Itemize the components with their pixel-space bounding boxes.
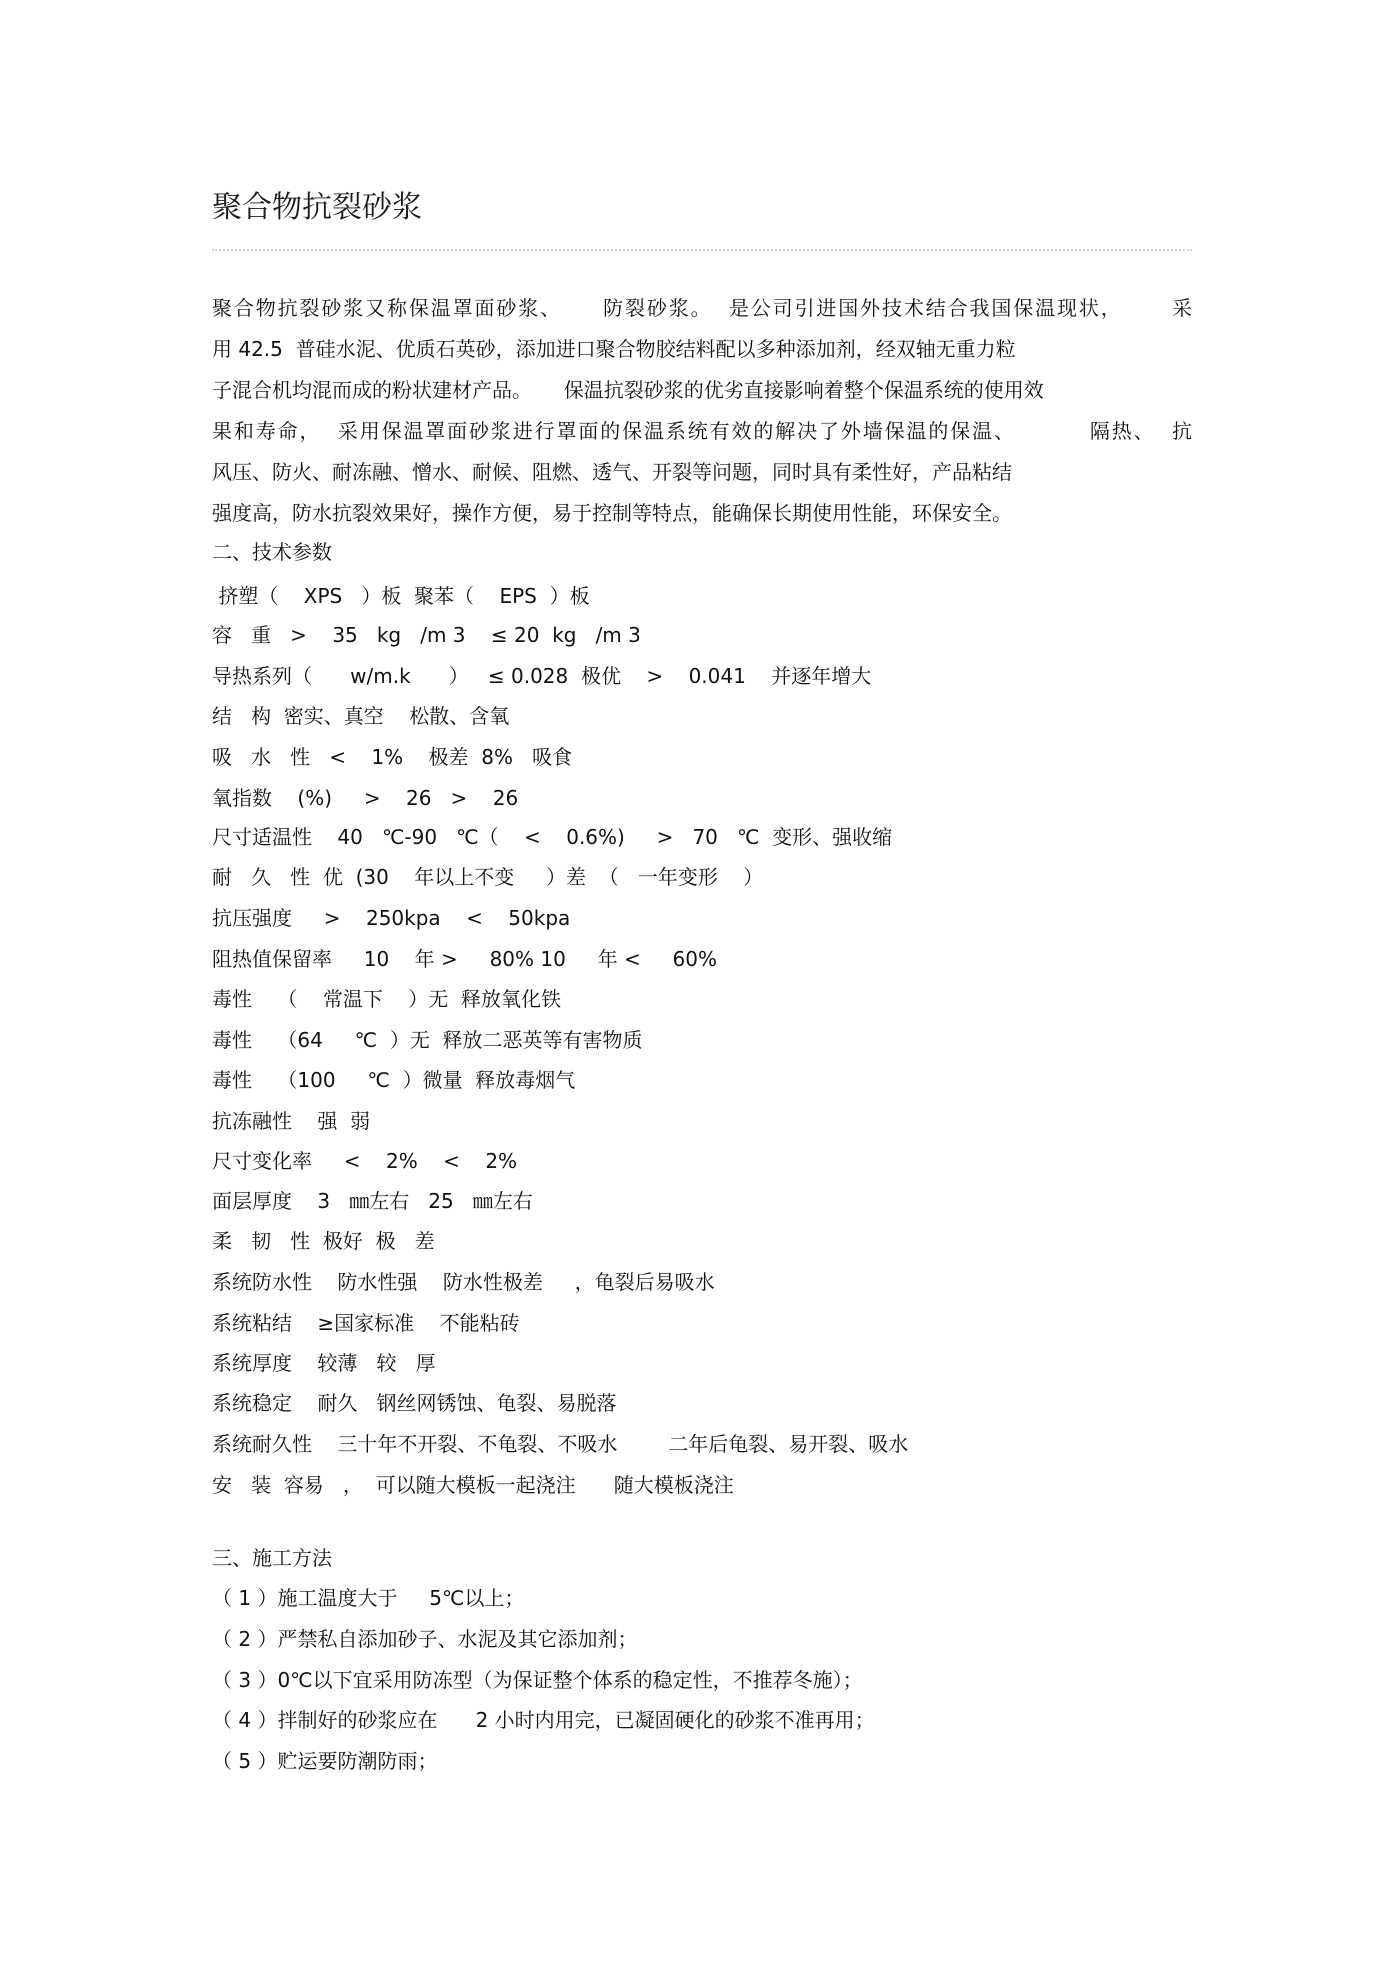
intro-line: 果和寿命， 采用保温罩面砂浆进行罩面的保温系统有效的解决了外墙保温的保温、 隔热、 抗 — [212, 419, 1192, 443]
param-row: 毒性 （64 ℃ ）无 释放二恶英等有害物质 — [212, 1028, 643, 1052]
param-row: 氧指数 (%) > 26 > 26 — [212, 786, 519, 810]
intro-line: 聚合物抗裂砂浆又称保温罩面砂浆、 防裂砂浆。 是公司引进国外技术结合我国保温现状， 采 — [212, 296, 1192, 320]
method-item: （ 1 ）施工温度大于 5℃以上； — [212, 1586, 525, 1610]
param-row: 系统厚度 较薄 较 厚 — [212, 1351, 436, 1375]
section-heading-technical-params: 二、技术参数 — [212, 540, 332, 564]
param-row: 容 重 > 35 kg /m 3 ≤ 20 kg /m 3 — [212, 623, 641, 647]
param-row: 耐 久 性 优 (30 年以上不变 ）差 （ 一年变形 ） — [212, 865, 764, 889]
param-row: 导热系列（ w/m.k ） ≤ 0.028 极优 > 0.041 并逐年增大 — [212, 664, 872, 688]
method-item: （ 5 ）贮运要防潮防雨； — [212, 1749, 438, 1773]
param-row: 尺寸变化率 < 2% < 2% — [212, 1149, 518, 1173]
param-row: 系统粘结 ≥国家标准 不能粘砖 — [212, 1311, 520, 1335]
param-row: 毒性 （100 ℃ ）微量 释放毒烟气 — [212, 1068, 576, 1092]
method-item: （ 2 ）严禁私自添加砂子、水泥及其它添加剂； — [212, 1627, 638, 1651]
title-divider — [212, 249, 1192, 251]
param-row: 吸 水 性 < 1% 极差 8% 吸食 — [212, 745, 573, 769]
intro-line: 用 42.5 普硅水泥、优质石英砂，添加进口聚合物胶结料配以多种添加剂，经双轴无重力粒 — [212, 337, 1016, 361]
param-row: 毒性 （ 常温下 ）无 释放氧化铁 — [212, 987, 562, 1011]
section-heading-construction-method: 三、施工方法 — [212, 1546, 332, 1570]
param-row: 系统防水性 防水性强 防水性极差 ，龟裂后易吸水 — [212, 1270, 715, 1294]
intro-line: 强度高，防水抗裂效果好，操作方便，易于控制等特点，能确保长期使用性能，环保安全。 — [212, 501, 1012, 525]
param-row: 抗冻融性 强 弱 — [212, 1109, 371, 1133]
param-row: 柔 韧 性 极好 极 差 — [212, 1229, 435, 1253]
method-item: （ 3 ）0℃以下宜采用防冻型（为保证整个体系的稳定性，不推荐冬施）； — [212, 1668, 863, 1692]
param-row: 系统耐久性 三十年不开裂、不龟裂、不吸水 二年后龟裂、易开裂、吸水 — [212, 1432, 909, 1456]
param-row: 安 装 容易 ， 可以随大模板一起浇注 随大模板浇注 — [212, 1473, 734, 1497]
param-row: 挤塑（ XPS ）板 聚苯（ EPS ）板 — [212, 584, 590, 608]
param-row: 尺寸适温性 40 ℃-90 ℃（ < 0.6%) > 70 ℃ 变形、强收缩 — [212, 825, 893, 849]
intro-line: 风压、防火、耐冻融、憎水、耐候、阻燃、透气、开裂等问题，同时具有柔性好，产品粘结 — [212, 460, 1012, 484]
intro-line: 子混合机均混而成的粉状建材产品。 保温抗裂砂浆的优劣直接影响着整个保温系统的使用效 — [212, 378, 1044, 402]
document-title: 聚合物抗裂砂浆 — [212, 190, 422, 225]
param-row: 阻热值保留率 10 年 > 80% 10 年 < 60% — [212, 947, 717, 971]
param-row: 面层厚度 3 ㎜左右 25 ㎜左右 — [212, 1189, 533, 1213]
param-row: 抗压强度 > 250kpa < 50kpa — [212, 906, 571, 930]
param-row: 系统稳定 耐久 钢丝网锈蚀、龟裂、易脱落 — [212, 1391, 617, 1415]
method-item: （ 4 ）拌制好的砂浆应在 2 小时内用完，已凝固硬化的砂浆不准再用； — [212, 1708, 875, 1732]
param-row: 结 构 密实、真空 松散、含氧 — [212, 704, 510, 728]
